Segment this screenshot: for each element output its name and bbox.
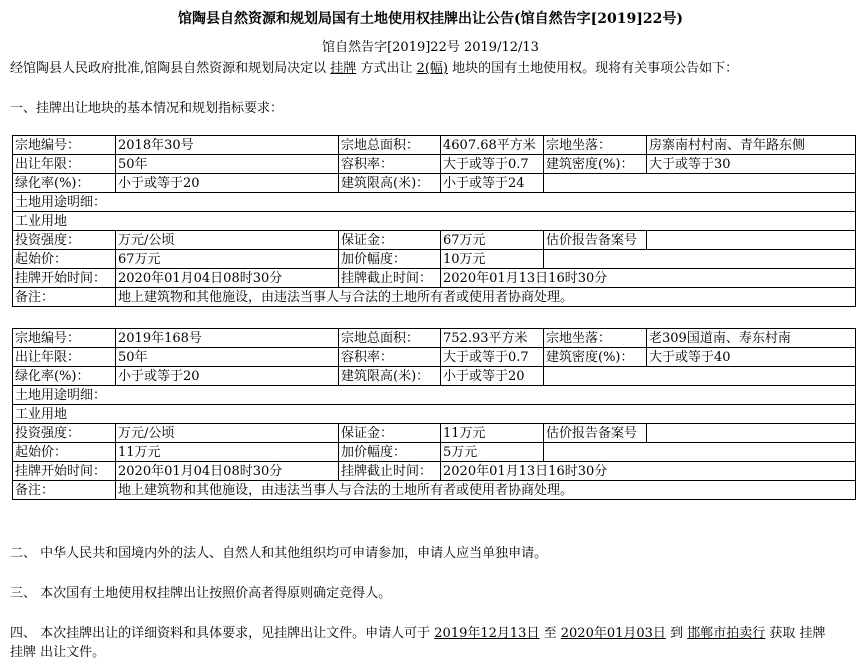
- table-row: [13, 212, 856, 231]
- value-parcel-no: 2018年30号: [116, 136, 339, 155]
- section-four: [10, 622, 826, 641]
- value-green: 小于或等于20: [116, 367, 339, 386]
- value-location: 房寨南村村南、青年路东侧: [647, 136, 856, 155]
- value-remark: 地上建筑物和其他施设，由违法当事人与合法的土地所有者或使用者协商处理。: [116, 288, 856, 307]
- value-parcel-no: 2019年168号: [116, 329, 339, 348]
- label-parcel-no: 宗地编号：: [13, 136, 116, 155]
- section-three: 三、 本次国有土地使用权挂牌出让按照价高者得原则确定竞得人。: [10, 586, 392, 601]
- intro-prefix: 经馆陶县人民政府批准,馆陶县自然资源和规划局决定以: [10, 61, 327, 76]
- value-appraisal: [647, 424, 856, 443]
- empty-cell: [544, 174, 856, 193]
- value-use: 工业用地: [13, 212, 856, 231]
- section-four-to: 至: [543, 626, 557, 641]
- section-four-line2: [10, 641, 105, 660]
- table-row: [13, 329, 856, 348]
- label-deposit: 保证金：: [339, 424, 441, 443]
- value-start-price: 11万元: [116, 443, 339, 462]
- section-four-prefix: 四、 本次挂牌出让的详细资料和具体要求，见挂牌出让文件。申请人可于: [10, 626, 431, 641]
- label-term: 出让年限：: [13, 155, 116, 174]
- label-use-desc: 土地用途明细：: [13, 386, 856, 405]
- intro-method: 挂牌: [330, 61, 357, 76]
- value-area: 4607.68平方米: [441, 136, 544, 155]
- label-location: 宗地坐落：: [544, 136, 647, 155]
- section-four-get: 获取: [769, 626, 796, 641]
- label-appraisal: 估价报告备案号: [544, 231, 647, 250]
- section-four-date-from: 2019年12月13日: [434, 626, 540, 641]
- label-far: 容积率：: [339, 348, 441, 367]
- label-green: 绿化率(%)：: [13, 367, 116, 386]
- value-use: 工业用地: [13, 405, 856, 424]
- table-row: [13, 462, 856, 481]
- table-row: [13, 405, 856, 424]
- table-row: [13, 386, 856, 405]
- intro-suffix: 地块的国有土地使用权。现将有关事项公告如下：: [452, 61, 739, 76]
- table-row: [13, 348, 856, 367]
- value-start-time: 2020年01月04日08时30分: [116, 462, 339, 481]
- section-four-end: 出让文件。: [40, 645, 106, 660]
- section-one-heading: 一、挂牌出让地块的基本情况和规划指标要求：: [10, 101, 284, 116]
- table-row: [13, 481, 856, 500]
- section-four-date-to: 2020年01月03日: [560, 626, 666, 641]
- value-end-time: 2020年01月13日16时30分: [441, 462, 856, 481]
- label-invest: 投资强度：: [13, 231, 116, 250]
- parcel-table-1: [12, 135, 856, 307]
- value-location: 老309国道南、寿东村南: [647, 329, 856, 348]
- value-start-time: 2020年01月04日08时30分: [116, 269, 339, 288]
- value-area: 752.93平方米: [441, 329, 544, 348]
- table-row: [13, 136, 856, 155]
- page-title: 馆陶县自然资源和规划局国有土地使用权挂牌出让公告(馆自然告字[2019]22号): [178, 11, 683, 27]
- table-row: [13, 443, 856, 462]
- label-increment: 加价幅度：: [339, 250, 441, 269]
- intro-count: 2(幅): [416, 61, 449, 76]
- label-parcel-no: 宗地编号：: [13, 329, 116, 348]
- label-term: 出让年限：: [13, 348, 116, 367]
- section-two: 二、 中华人民共和国境内外的法人、自然人和其他组织均可申请参加，申请人应当单独申请。: [10, 546, 548, 561]
- value-deposit: 67万元: [441, 231, 544, 250]
- label-appraisal: 估价报告备案号: [544, 424, 647, 443]
- label-location: 宗地坐落：: [544, 329, 647, 348]
- label-end-time: 挂牌截止时间：: [339, 462, 441, 481]
- table-row: [13, 269, 856, 288]
- label-height: 建筑限高(米)：: [339, 174, 441, 193]
- table-row: [13, 288, 856, 307]
- label-use-desc: 土地用途明细：: [13, 193, 856, 212]
- table-row: [13, 231, 856, 250]
- empty-cell: [544, 367, 856, 386]
- section-four-method-line2: 挂牌: [10, 645, 37, 660]
- parcel-table-2: [12, 328, 856, 500]
- table-row: [13, 155, 856, 174]
- label-area: 宗地总面积：: [339, 329, 441, 348]
- value-term: 50年: [116, 155, 339, 174]
- label-green: 绿化率(%)：: [13, 174, 116, 193]
- empty-cell: [544, 443, 856, 462]
- label-area: 宗地总面积：: [339, 136, 441, 155]
- value-end-time: 2020年01月13日16时30分: [441, 269, 856, 288]
- label-deposit: 保证金：: [339, 231, 441, 250]
- label-start-price: 起始价：: [13, 250, 116, 269]
- value-far: 大于或等于0.7: [441, 155, 544, 174]
- section-four-at: 到: [670, 626, 684, 641]
- value-increment: 10万元: [441, 250, 544, 269]
- value-start-price: 67万元: [116, 250, 339, 269]
- value-term: 50年: [116, 348, 339, 367]
- label-density: 建筑密度(%)：: [544, 348, 647, 367]
- value-height: 小于或等于24: [441, 174, 544, 193]
- empty-cell: [544, 250, 856, 269]
- value-deposit: 11万元: [441, 424, 544, 443]
- value-appraisal: [647, 231, 856, 250]
- label-density: 建筑密度(%)：: [544, 155, 647, 174]
- value-far: 大于或等于0.7: [441, 348, 544, 367]
- value-density: 大于或等于30: [647, 155, 856, 174]
- value-remark: 地上建筑物和其他施设，由违法当事人与合法的土地所有者或使用者协商处理。: [116, 481, 856, 500]
- label-start-time: 挂牌开始时间：: [13, 269, 116, 288]
- table-row: [13, 367, 856, 386]
- value-density: 大于或等于40: [647, 348, 856, 367]
- label-remark: 备注：: [13, 288, 116, 307]
- value-invest: 万元/公顷: [116, 231, 339, 250]
- label-height: 建筑限高(米)：: [339, 367, 441, 386]
- section-four-method: 挂牌: [799, 626, 826, 641]
- table-row: [13, 193, 856, 212]
- value-height: 小于或等于20: [441, 367, 544, 386]
- label-start-price: 起始价：: [13, 443, 116, 462]
- label-start-time: 挂牌开始时间：: [13, 462, 116, 481]
- label-end-time: 挂牌截止时间：: [339, 269, 441, 288]
- label-remark: 备注：: [13, 481, 116, 500]
- value-green: 小于或等于20: [116, 174, 339, 193]
- label-far: 容积率：: [339, 155, 441, 174]
- label-increment: 加价幅度：: [339, 443, 441, 462]
- table-row: [13, 424, 856, 443]
- intro-paragraph: [10, 57, 738, 76]
- value-increment: 5万元: [441, 443, 544, 462]
- table-row: [13, 174, 856, 193]
- table-row: [13, 250, 856, 269]
- announcement-number-date: 馆自然告字[2019]22号 2019/12/13: [322, 40, 539, 55]
- section-four-place: 邯郸市拍卖行: [687, 626, 766, 641]
- intro-middle: 方式出让: [360, 61, 413, 76]
- label-invest: 投资强度：: [13, 424, 116, 443]
- value-invest: 万元/公顷: [116, 424, 339, 443]
